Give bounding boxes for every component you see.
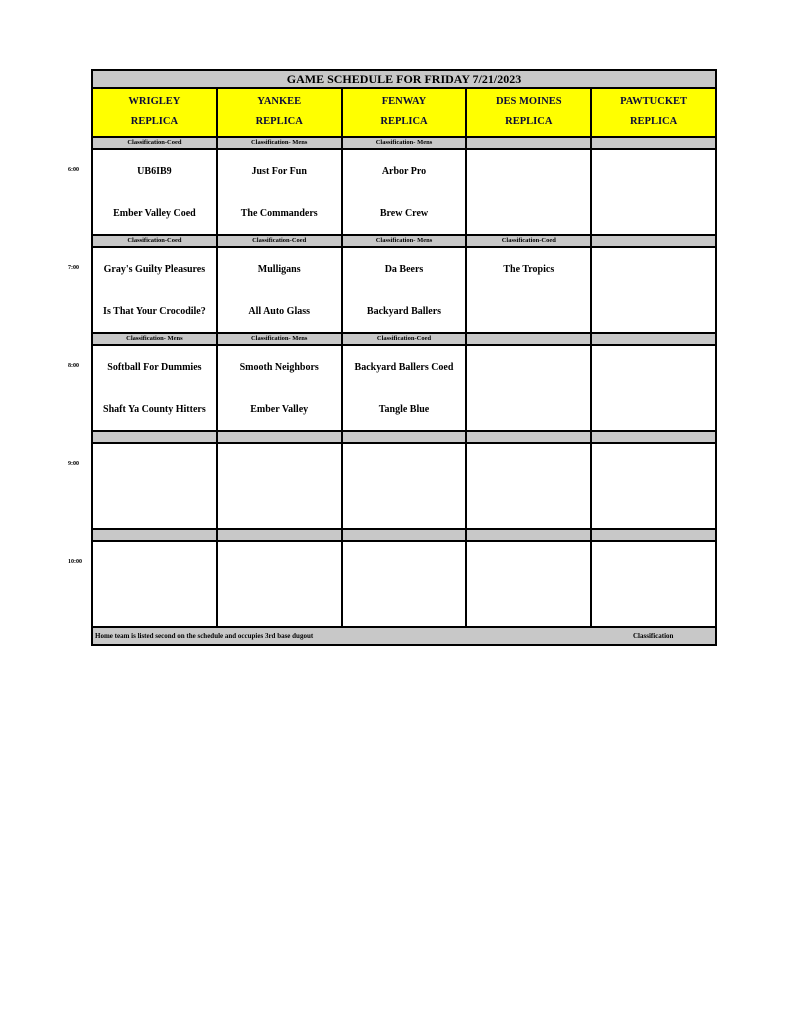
game-cell [218,444,343,528]
classification-cell: Classification-Coed [467,236,592,246]
classification-cell [592,236,715,246]
schedule-footer [93,628,715,644]
classification-cell [467,432,592,442]
field-name: FENWAY [381,96,427,107]
field-header-fenway [343,89,468,136]
classification-band [93,530,715,542]
field-subtitle: REPLICA [255,116,303,127]
game-cell [343,542,468,626]
game-cell [467,346,592,430]
game-cell [467,444,592,528]
home-team: Is That Your Crocodile? [103,306,206,317]
classification-cell [93,432,218,442]
classification-cell: Classification- Mens [343,236,468,246]
game-slot-row [93,150,715,236]
game-cell [592,248,715,332]
classification-cell [467,138,592,148]
away-team: Arbor Pro [381,166,427,177]
classification-cell: Classification- Mens [343,138,468,148]
away-team: Backyard Ballers Coed [354,362,454,373]
classification-cell [592,432,715,442]
field-header-pawtucket [592,89,715,136]
home-team: Backyard Ballers [366,306,442,317]
time-label: 9:00 [68,461,79,467]
time-label: 7:00 [68,265,79,271]
game-cell [93,542,218,626]
home-team: Ember Valley Coed [113,208,196,219]
home-team: Tangle Blue [378,404,430,415]
game-slot-row [93,346,715,432]
game-cell [218,346,343,430]
home-team-note: Home team is listed second on the schedule and occupies 3rd base dugout [95,632,314,640]
away-team: Mulligans [257,264,301,275]
classification-cell [592,530,715,540]
schedule-table [91,69,717,646]
game-cell [343,444,468,528]
field-name: WRIGLEY [128,96,181,107]
classification-cell [592,138,715,148]
time-label: 6:00 [68,167,79,173]
home-team: Ember Valley [250,404,309,415]
away-team: The Tropics [503,264,555,275]
field-header-des-moines [467,89,592,136]
classification-cell [343,530,468,540]
classification-cell: Classification- Mens [93,334,218,344]
game-cell [592,150,715,234]
field-header-wrigley [93,89,218,136]
classification-band [93,432,715,444]
game-cell [592,346,715,430]
field-name: DES MOINES [495,96,562,107]
game-cell [93,150,218,234]
field-name: YANKEE [257,96,302,107]
game-cell [218,150,343,234]
classification-cell: Classification-Coed [218,236,343,246]
game-cell [467,542,592,626]
home-team: Brew Crew [379,208,429,219]
classification-cell: Classification-Coed [343,334,468,344]
field-subtitle: REPLICA [380,116,428,127]
game-cell [93,346,218,430]
game-cell [467,150,592,234]
away-team: Just For Fun [251,166,307,177]
field-subtitle: REPLICA [130,116,179,127]
away-team: UB6IB9 [137,166,172,177]
field-header-row [93,89,715,138]
home-team: All Auto Glass [248,306,311,317]
classification-cell [93,530,218,540]
game-slot-row [93,542,715,628]
away-team: Smooth Neighbors [239,362,319,373]
home-team: The Commanders [240,208,318,219]
game-cell [592,542,715,626]
game-cell [343,346,468,430]
classification-cell: Classification- Mens [218,138,343,148]
game-cell [218,542,343,626]
classification-cell: Classification- Mens [218,334,343,344]
classification-legend: Classification [633,632,674,640]
classification-cell: Classification-Coed [93,236,218,246]
away-team: Gray's Guilty Pleasures [103,264,206,275]
away-team: Da Beers [384,264,424,275]
field-header-yankee [218,89,343,136]
game-cell [467,248,592,332]
classification-cell [467,530,592,540]
game-cell [93,248,218,332]
game-cell [592,444,715,528]
field-name: PAWTUCKET [620,96,688,107]
game-cell [218,248,343,332]
time-label: 10:00 [68,559,82,565]
classification-cell [343,432,468,442]
away-team: Softball For Dummies [107,362,202,373]
time-label: 8:00 [68,363,79,369]
field-subtitle: REPLICA [629,116,678,127]
classification-band [93,138,715,150]
classification-cell [592,334,715,344]
classification-cell [218,432,343,442]
classification-band [93,236,715,248]
field-subtitle: REPLICA [505,116,553,127]
schedule-title: GAME SCHEDULE FOR FRIDAY 7/21/2023 [93,71,715,89]
classification-band [93,334,715,346]
game-slot-row [93,444,715,530]
classification-cell [467,334,592,344]
game-cell [93,444,218,528]
game-slot-row [93,248,715,334]
game-cell [343,150,468,234]
game-cell [343,248,468,332]
home-team: Shaft Ya County Hitters [103,404,206,415]
classification-cell [218,530,343,540]
classification-cell: Classification-Coed [93,138,218,148]
